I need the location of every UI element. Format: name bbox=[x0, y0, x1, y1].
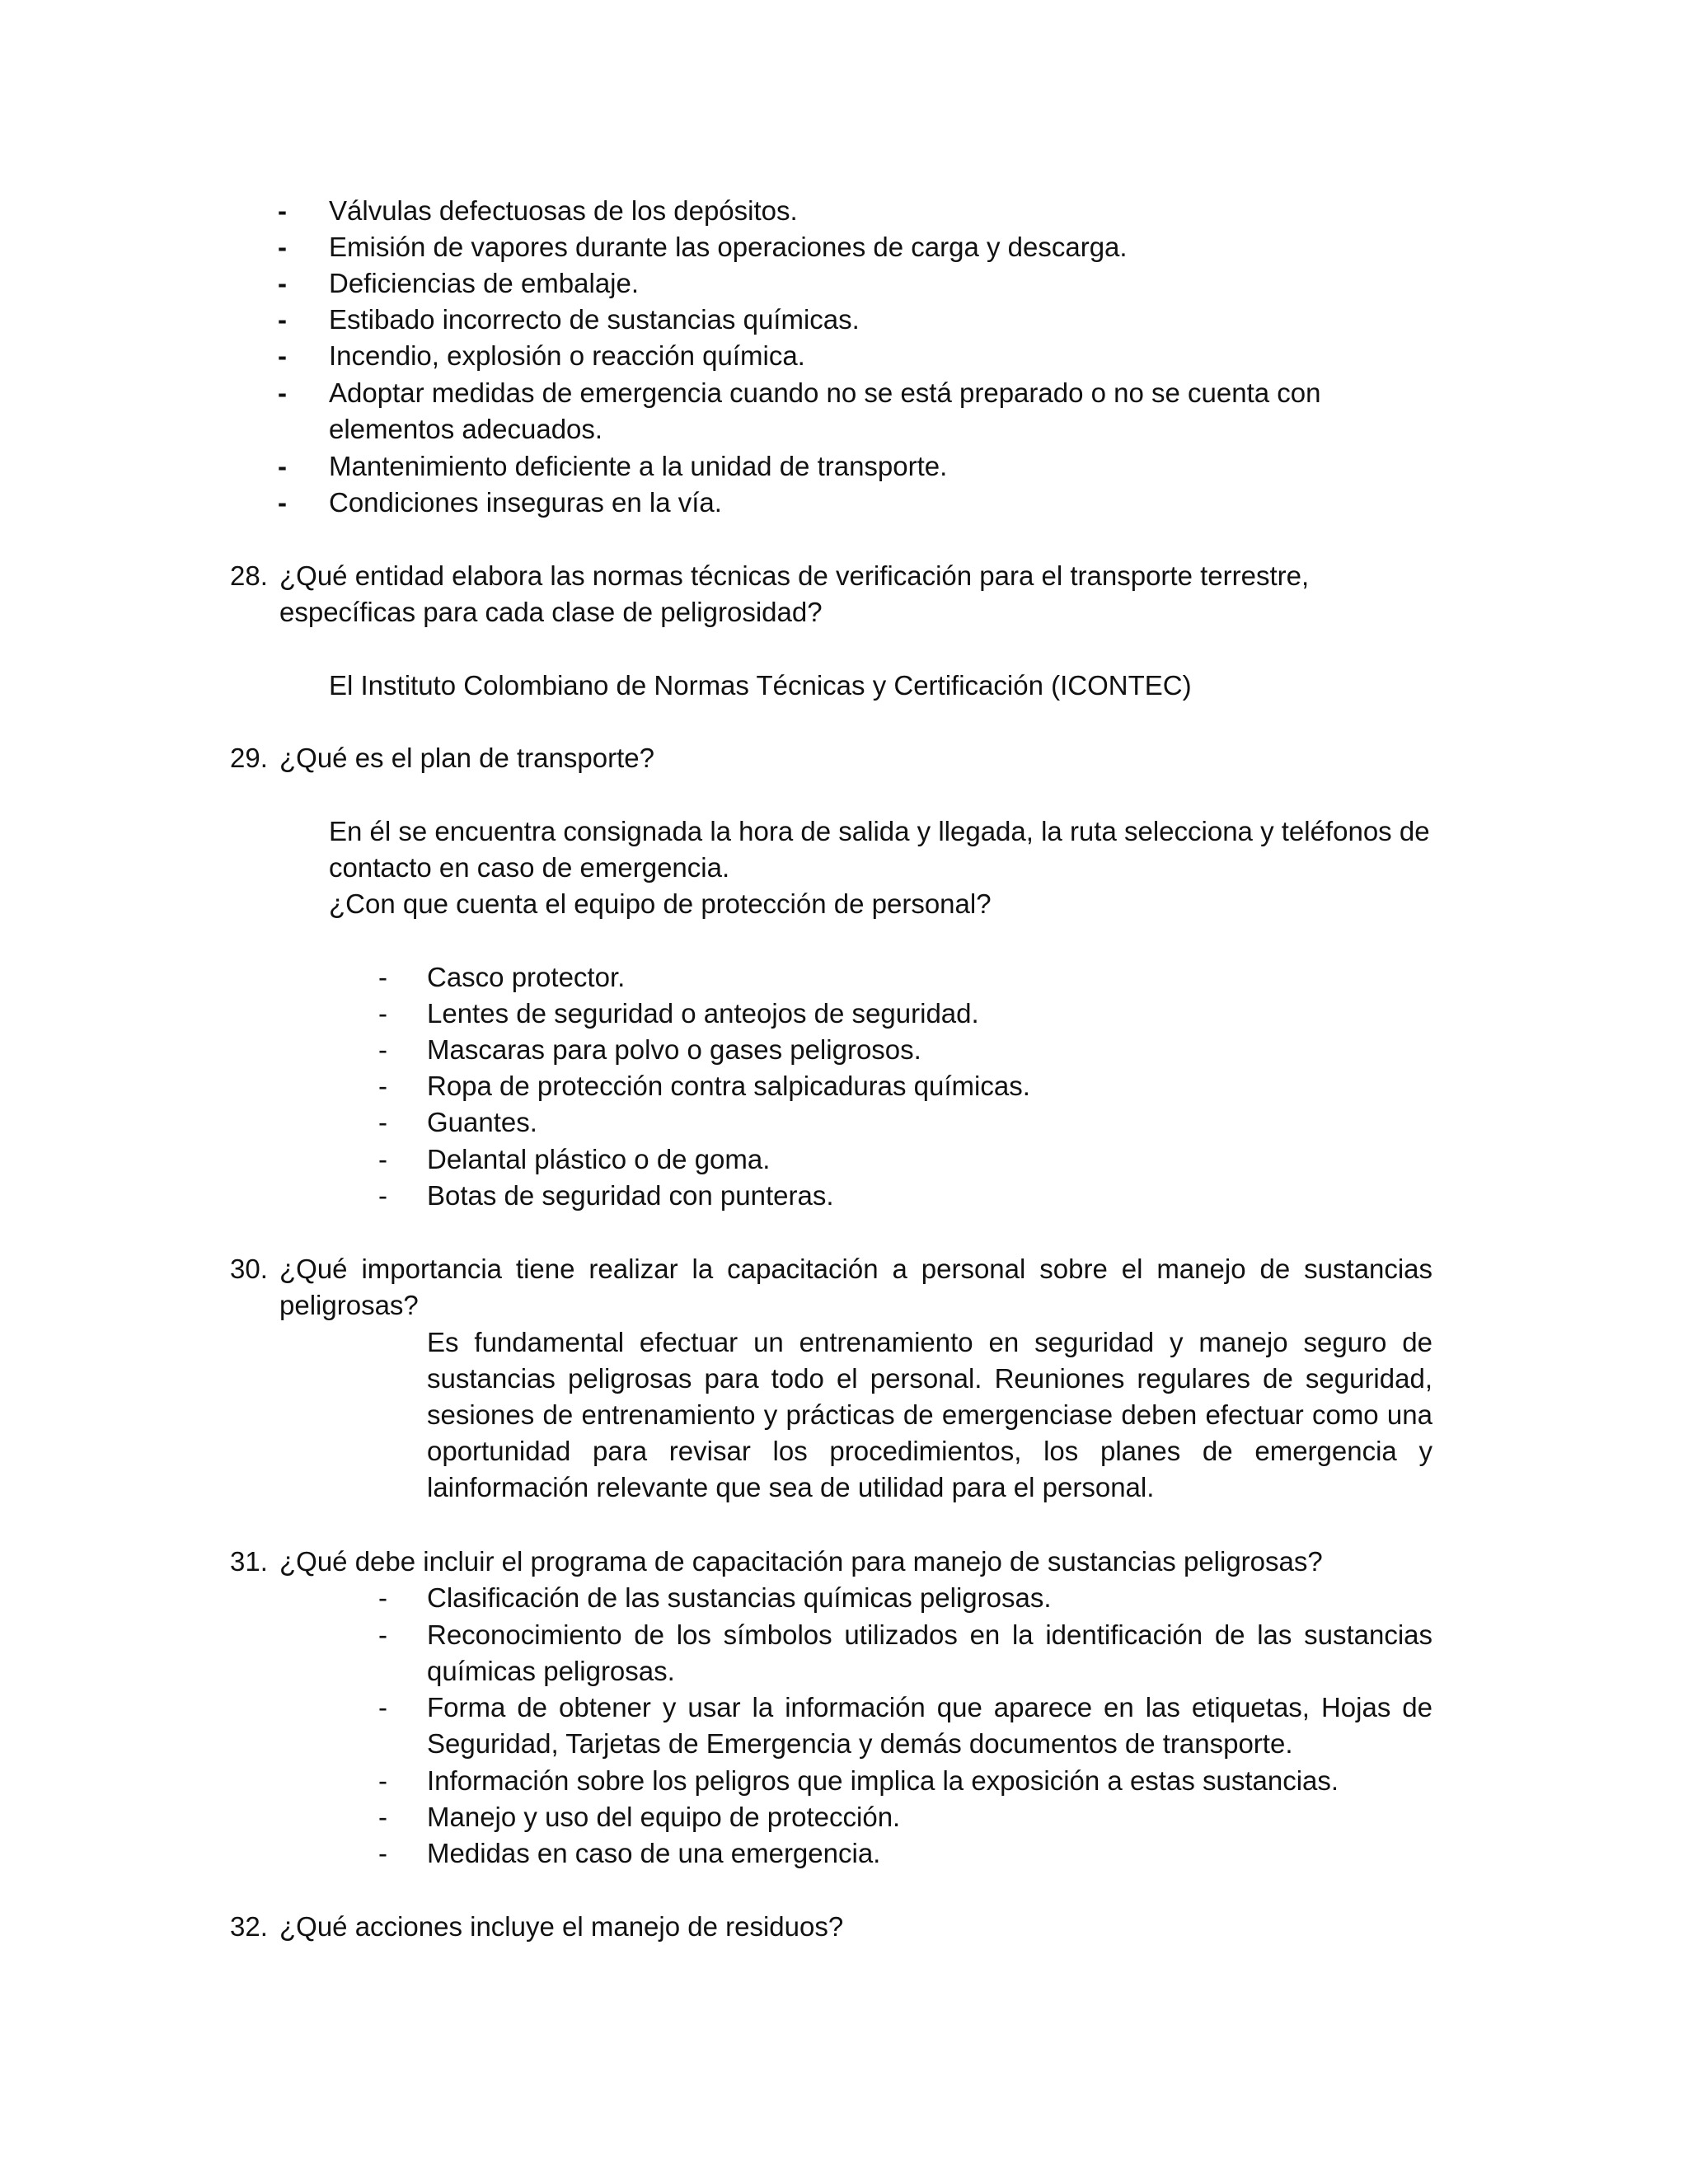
list-item: Lentes de seguridad o anteojos de seguridad. bbox=[427, 998, 979, 1029]
list-item: Válvulas defectuosas de los depósitos. bbox=[329, 195, 798, 226]
list-bullet: - bbox=[378, 962, 387, 992]
answer-line: Es fundamental efectuar un entrenamiento en seguridad y manejo seguro de bbox=[427, 1327, 1432, 1357]
answer-text-continuation: contacto en caso de emergencia. bbox=[329, 852, 730, 883]
list-bullet: - bbox=[278, 232, 287, 262]
list-item: Estibado incorrecto de sustancias químicas. bbox=[329, 304, 860, 335]
sub-question-text: ¿Con que cuenta el equipo de protección de personal? bbox=[329, 888, 992, 919]
list-bullet: - bbox=[278, 487, 287, 518]
answer-text: En él se encuentra consignada la hora de salida y llegada, la ruta selecciona y teléfonos de bbox=[329, 816, 1430, 846]
list-bullet: - bbox=[378, 1619, 387, 1650]
list-item: Ropa de protección contra salpicaduras químicas. bbox=[427, 1071, 1030, 1101]
question-text-continuation: peligrosas? bbox=[279, 1290, 419, 1320]
list-bullet: - bbox=[378, 1144, 387, 1174]
question-text: ¿Qué acciones incluye el manejo de residuos? bbox=[279, 1911, 844, 1942]
answer-text: El Instituto Colombiano de Normas Técnicas y Certificación (ICONTEC) bbox=[329, 670, 1192, 701]
list-item bbox=[427, 1690, 1432, 1762]
question-text bbox=[279, 1251, 1432, 1287]
list-item: Emisión de vapores durante las operaciones de carga y descarga. bbox=[329, 232, 1128, 262]
list-item: Mascaras para polvo o gases peligrosos. bbox=[427, 1034, 921, 1065]
question-number: 29. bbox=[230, 743, 268, 773]
list-bullet: - bbox=[278, 451, 287, 481]
list-item: Deficiencias de embalaje. bbox=[329, 268, 640, 298]
list-bullet: - bbox=[278, 377, 287, 408]
list-bullet: - bbox=[378, 1034, 387, 1065]
list-item: Información sobre los peligros que implica la exposición a estas sustancias. bbox=[427, 1765, 1339, 1796]
list-item-line: Reconocimiento de los símbolos utilizados en la identificación de las sustancias bbox=[427, 1619, 1432, 1650]
question-text: ¿Qué entidad elabora las normas técnicas de verificación para el transporte terrestre, bbox=[279, 560, 1310, 591]
list-bullet: - bbox=[378, 998, 387, 1029]
question-text: ¿Qué debe incluir el programa de capacitación para manejo de sustancias peligrosas? bbox=[279, 1546, 1323, 1577]
question-text-line: ¿Qué importancia tiene realizar la capacitación a personal sobre el manejo de sustancias bbox=[279, 1254, 1432, 1284]
list-bullet: - bbox=[378, 1802, 387, 1832]
list-item: Incendio, explosión o reacción química. bbox=[329, 340, 805, 371]
list-item bbox=[427, 1617, 1432, 1690]
list-item-line: químicas peligrosas. bbox=[427, 1656, 675, 1686]
question-number: 32. bbox=[230, 1911, 268, 1942]
question-number: 30. bbox=[230, 1254, 268, 1284]
list-bullet: - bbox=[278, 195, 287, 226]
list-item: Medidas en caso de una emergencia. bbox=[427, 1838, 881, 1868]
list-item: Casco protector. bbox=[427, 962, 626, 992]
list-item: Condiciones inseguras en la vía. bbox=[329, 487, 722, 518]
list-item: Adoptar medidas de emergencia cuando no se está preparado o no se cuenta con bbox=[329, 377, 1321, 408]
list-item-continuation: elementos adecuados. bbox=[329, 414, 603, 444]
list-item-line: Forma de obtener y usar la información que aparece en las etiquetas, Hojas de bbox=[427, 1692, 1432, 1722]
list-item: Delantal plástico o de goma. bbox=[427, 1144, 771, 1174]
answer-line: oportunidad para revisar los procedimientos, los planes de emergencia y bbox=[427, 1436, 1432, 1466]
list-bullet: - bbox=[378, 1692, 387, 1722]
answer-paragraph bbox=[427, 1324, 1432, 1506]
list-item: Manejo y uso del equipo de protección. bbox=[427, 1802, 901, 1832]
question-text-continuation: específicas para cada clase de peligrosidad? bbox=[279, 597, 823, 627]
answer-line: sustancias peligrosas para todo el personal. Reuniones regulares de seguridad, bbox=[427, 1363, 1432, 1394]
answer-line: sesiones de entrenamiento y prácticas de emergenciase deben efectuar como una bbox=[427, 1399, 1432, 1430]
question-number: 31. bbox=[230, 1546, 268, 1577]
list-item-line: Seguridad, Tarjetas de Emergencia y demás documentos de transporte. bbox=[427, 1728, 1293, 1759]
list-bullet: - bbox=[278, 304, 287, 335]
list-item: Guantes. bbox=[427, 1107, 537, 1137]
question-number: 28. bbox=[230, 560, 268, 591]
list-bullet: - bbox=[378, 1071, 387, 1101]
list-bullet: - bbox=[378, 1838, 387, 1868]
list-bullet: - bbox=[378, 1582, 387, 1613]
answer-line: lainformación relevante que sea de utilidad para el personal. bbox=[427, 1472, 1155, 1502]
list-item: Mantenimiento deficiente a la unidad de transporte. bbox=[329, 451, 948, 481]
question-text: ¿Qué es el plan de transporte? bbox=[279, 743, 654, 773]
list-bullet: - bbox=[278, 340, 287, 371]
list-bullet: - bbox=[278, 268, 287, 298]
list-bullet: - bbox=[378, 1765, 387, 1796]
list-item: Botas de seguridad con punteras. bbox=[427, 1180, 834, 1211]
list-bullet: - bbox=[378, 1107, 387, 1137]
list-item: Clasificación de las sustancias químicas peligrosas. bbox=[427, 1582, 1052, 1613]
list-bullet: - bbox=[378, 1180, 387, 1211]
